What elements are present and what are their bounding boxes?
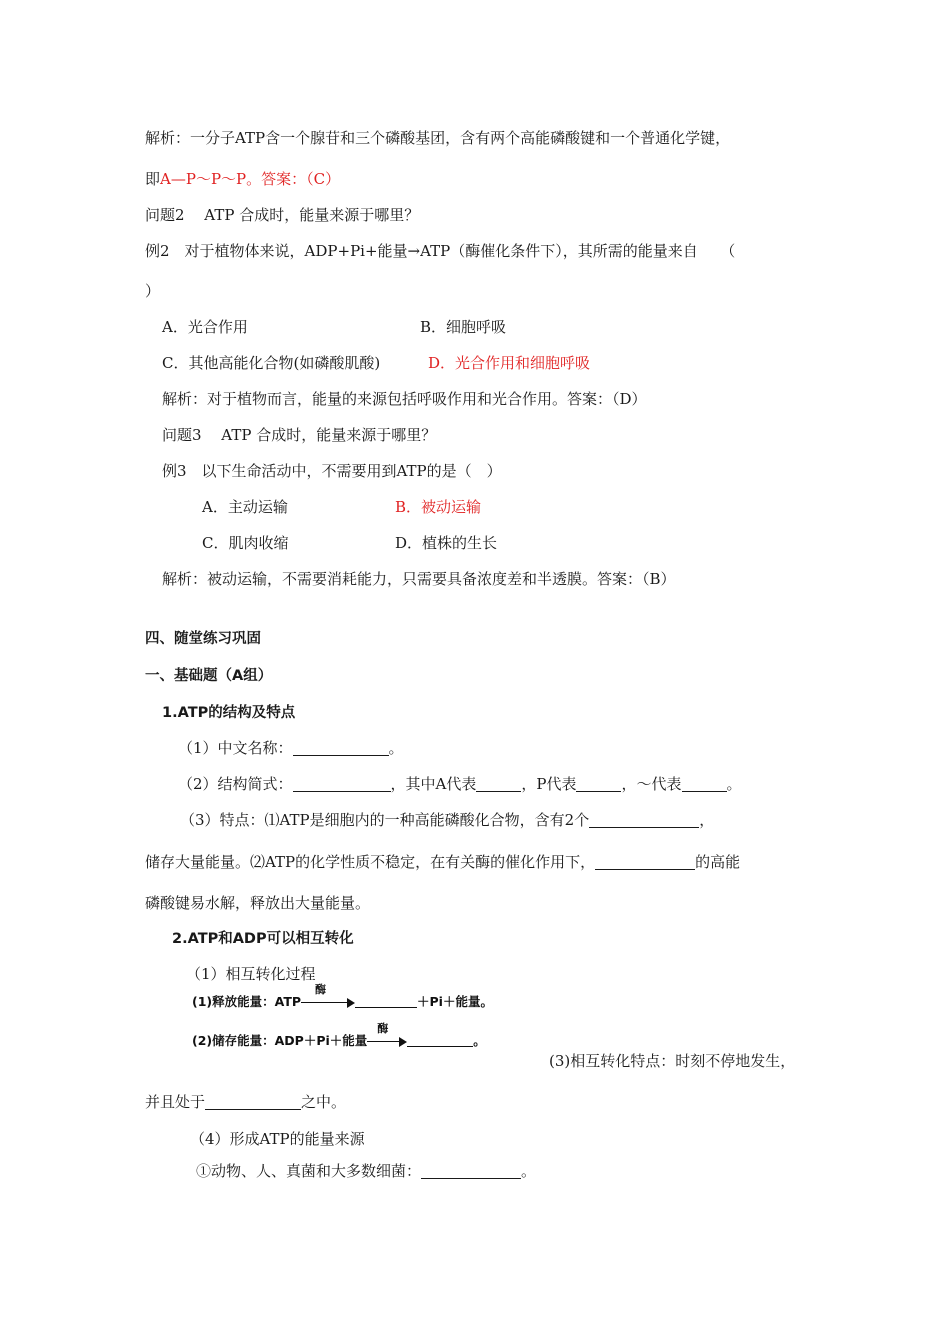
chinese-name-blank[interactable] xyxy=(293,740,389,756)
p-represents-label: ，P代表 xyxy=(521,775,577,793)
enzyme-arrow-icon xyxy=(367,1021,407,1048)
example-2-option-c: C．其他高能化合物(如磷酸肌酸) xyxy=(162,354,381,372)
animals-label: ①动物、人、真菌和大多数细菌： xyxy=(196,1162,422,1180)
p-represents-blank[interactable] xyxy=(576,776,621,792)
reaction-store-left: (2)储存能量：ADP＋Pi＋能量 xyxy=(192,1033,368,1048)
item-2-features-line-2 xyxy=(145,1092,346,1112)
example-3-option-d: D．植株的生长 xyxy=(395,534,498,552)
example-2-analysis: 解析：对于植物而言，能量的来源包括呼吸作用和光合作用。答案：（D） xyxy=(162,390,647,408)
example-3-option-b: B．被动运输 xyxy=(395,498,482,516)
example-2-stem-end: ） xyxy=(145,282,161,300)
enzyme-label: 酶 xyxy=(315,982,327,996)
item-1-features-line-2 xyxy=(145,852,740,872)
tilde-represents-label: ，～代表 xyxy=(621,775,682,793)
comma: ， xyxy=(699,811,715,829)
item-1-features-line-3: 磷酸键易水解，释放出大量能量。 xyxy=(145,894,371,912)
period: 。 xyxy=(388,739,404,757)
basic-questions-title: 一、基础题（A组） xyxy=(145,668,273,684)
features-text-2: 储存大量能量。⑵ATP的化学性质不稳定，在有关酶的催化作用下， xyxy=(145,853,596,871)
item-2-energy-source-title: （4）形成ATP的能量来源 xyxy=(190,1130,365,1148)
features-prefix: 并且处于 xyxy=(145,1093,206,1111)
features-text-3: 的高能 xyxy=(695,853,741,871)
features-text: （3）特点：⑴ATP是细胞内的一种高能磷酸化合物，含有2个 xyxy=(180,811,590,829)
chinese-name-label: （1）中文名称： xyxy=(178,739,293,757)
example-3-option-c: C．肌肉收缩 xyxy=(202,534,289,552)
store-product-blank[interactable] xyxy=(407,1034,473,1047)
example-3-analysis: 解析：被动运输，不需要消耗能力，只需要具备浓度差和半透膜。答案：（B） xyxy=(162,570,676,588)
a-represents-blank[interactable] xyxy=(476,776,521,792)
reaction-store-energy xyxy=(192,1021,486,1049)
high-energy-bond-blank[interactable] xyxy=(589,812,699,828)
section-4-title: 四、随堂练习巩固 xyxy=(145,631,261,647)
item-2-conversion-process: （1）相互转化过程 xyxy=(186,965,316,983)
enzyme-label: 酶 xyxy=(377,1021,389,1035)
item-1-features-line-1 xyxy=(180,810,714,830)
example-3-option-a: A．主动运输 xyxy=(202,498,288,516)
question-2-title: 问题2 ATP 合成时，能量来源于哪里？ xyxy=(145,206,420,224)
hydrolysis-bond-blank[interactable] xyxy=(595,854,695,870)
item-2-features-line-1: (3)相互转化特点：时刻不停地发生， xyxy=(549,1052,796,1070)
reaction-release-right: ＋Pi＋能量。 xyxy=(417,994,493,1009)
example-3-stem: 例3 以下生命活动中，不需要用到ATP的是（ ） xyxy=(162,462,502,480)
item-2-title: 2.ATP和ADP可以相互转化 xyxy=(172,931,354,947)
reaction-store-right: 。 xyxy=(473,1033,486,1048)
example-2-option-d: D．光合作用和细胞呼吸 xyxy=(428,354,591,372)
enzyme-arrow-icon xyxy=(301,982,355,1009)
reaction-release-energy xyxy=(192,982,493,1010)
example-2-stem: 例2 对于植物体来说，ADP+Pi+能量→ATP（酶催化条件下），其所需的能量来自 （ xyxy=(145,242,736,260)
features-suffix: 之中。 xyxy=(301,1093,347,1111)
structure-formula-blank[interactable] xyxy=(293,776,391,792)
reaction-release-left: (1)释放能量：ATP xyxy=(192,994,302,1009)
dynamic-balance-blank[interactable] xyxy=(205,1094,301,1110)
ex1-answer-line xyxy=(145,169,340,189)
item-1-structure-formula xyxy=(178,774,742,794)
item-1-title: 1.ATP的结构及特点 xyxy=(162,705,296,721)
a-represents-label: ，其中A代表 xyxy=(390,775,477,793)
period: 。 xyxy=(521,1162,537,1180)
tilde-represents-blank[interactable] xyxy=(682,776,727,792)
item-1-chinese-name xyxy=(178,738,404,758)
animals-energy-source-blank[interactable] xyxy=(421,1163,521,1179)
release-product-blank[interactable] xyxy=(355,995,417,1008)
structure-formula-label: （2）结构简式： xyxy=(178,775,293,793)
ex1-answer-prefix: 即 xyxy=(145,170,161,188)
ex1-answer: A—P～P～P。答案：（C） xyxy=(160,170,341,188)
example-2-option-b: B．细胞呼吸 xyxy=(420,318,507,336)
ex1-analysis: 解析：一分子ATP含一个腺苷和三个磷酸基团，含有两个高能磷酸键和一个普通化学键， xyxy=(145,129,731,147)
example-2-option-a: A．光合作用 xyxy=(162,318,248,336)
item-2-energy-source-animals xyxy=(196,1161,536,1181)
period: 。 xyxy=(726,775,742,793)
question-3-title: 问题3 ATP 合成时，能量来源于哪里？ xyxy=(162,426,437,444)
